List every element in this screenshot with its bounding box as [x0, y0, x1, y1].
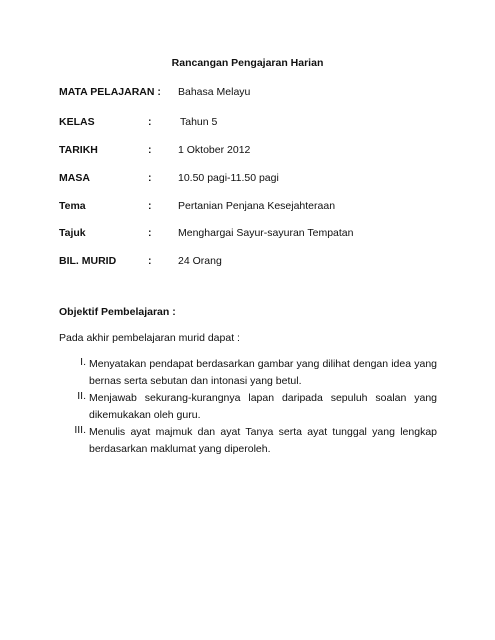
field-value: 24 Orang — [178, 255, 222, 267]
objectives-intro: Pada akhir pembelajaran murid dapat : — [59, 332, 240, 344]
field-label: TARIKH — [59, 144, 98, 156]
field-row-masa — [59, 172, 459, 186]
field-value: Tahun 5 — [180, 116, 218, 128]
objective-number: III. — [74, 424, 86, 436]
field-label: MATA PELAJARAN : — [59, 86, 161, 98]
field-row-bil-murid — [59, 255, 459, 269]
field-colon: : — [148, 172, 152, 184]
field-row-tema — [59, 200, 459, 214]
field-label: BIL. MURID — [59, 255, 117, 267]
field-row-mata-pelajaran — [59, 86, 459, 100]
field-colon: : — [148, 200, 152, 212]
field-label: KELAS — [59, 116, 95, 128]
field-label: Tema — [59, 200, 86, 212]
field-value: Menghargai Sayur-sayuran Tempatan — [178, 227, 354, 239]
field-value: 1 Oktober 2012 — [178, 144, 251, 156]
field-value: 10.50 pagi-11.50 pagi — [178, 172, 279, 184]
field-colon: : — [148, 144, 152, 156]
field-colon: : — [148, 255, 152, 267]
objective-number: I. — [80, 356, 86, 368]
field-label: MASA — [59, 172, 90, 184]
field-colon: : — [148, 227, 152, 239]
field-row-tarikh — [59, 144, 459, 158]
objective-text: Menyatakan pendapat berdasarkan gambar yang dilihat dengan idea yang bernas serta sebutan dan intonasi yang betul. — [89, 358, 437, 387]
field-label: Tajuk — [59, 227, 86, 239]
document-title: Rancangan Pengajaran Harian — [171, 57, 324, 69]
objective-number: II. — [77, 390, 86, 402]
field-row-kelas — [59, 116, 459, 130]
objectives-heading: Objektif Pembelajaran : — [59, 306, 176, 318]
objective-text: Menjawab sekurang-kurangnya lapan daripada sepuluh soalan yang dikemukakan oleh guru. — [89, 392, 437, 421]
field-value: Bahasa Melayu — [178, 86, 251, 98]
field-row-tajuk — [59, 227, 459, 241]
field-colon: : — [148, 116, 152, 128]
objective-text: Menulis ayat majmuk dan ayat Tanya serta ayat tunggal yang lengkap berdasarkan maklumat yang diperoleh. — [89, 426, 437, 455]
field-value: Pertanian Penjana Kesejahteraan — [178, 200, 336, 212]
